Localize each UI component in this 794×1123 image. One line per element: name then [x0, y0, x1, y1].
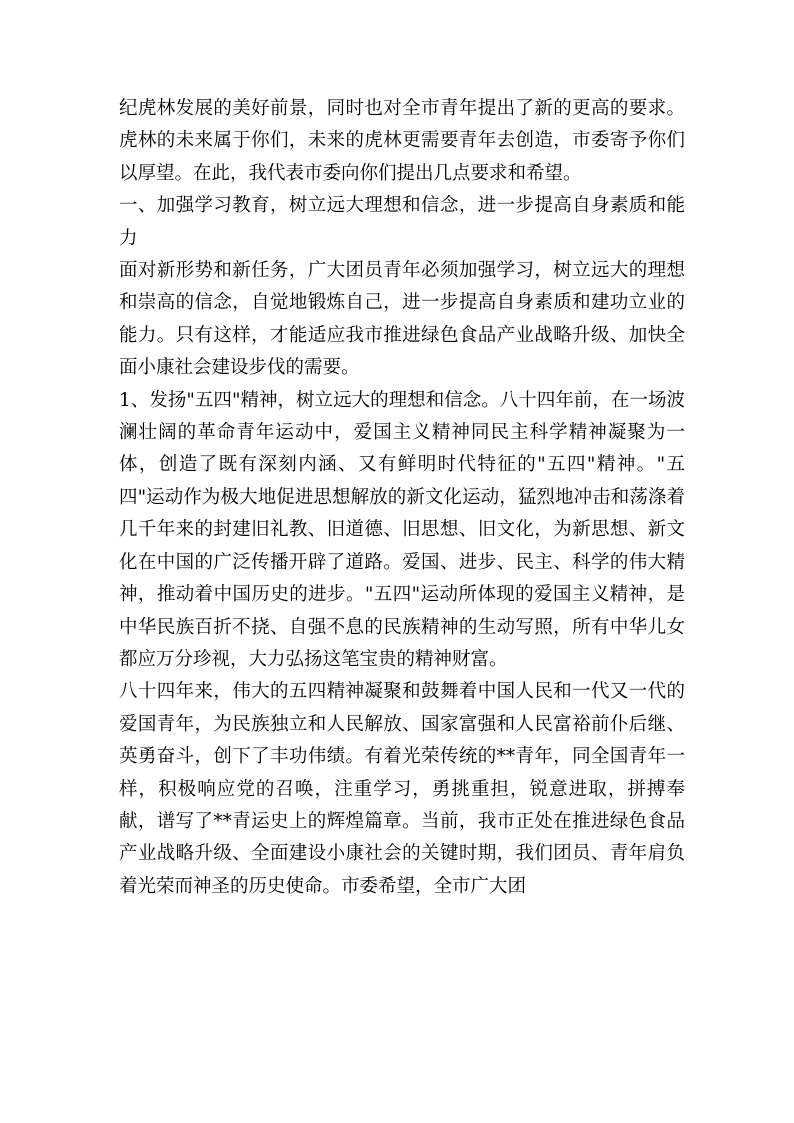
paragraph-point-1: 1、发扬"五四"精神，树立远大的理想和信念。八十四年前，在一场波澜壮阔的革命青年运动中，爱国主义精神同民主科学精神凝聚为一体，创造了既有深刻内涵、又有鲜明时代特征的"五四"精神。"五四"运动作为极大地促进思想解放的新文化运动，猛烈地冲击和荡涤着几千年来的封建旧礼教、旧道德、旧思想、旧文化，为新思想、新文化在中国的广泛传播开辟了道路。爱国、进步、民主、科学的伟大精神，推动着中国历史的进步。"五四"运动所体现的爱国主义精神，是中华民族百折不挠、自强不息的民族精神的生动写照，所有中华儿女都应万分珍视，大力弘扬这笔宝贵的精神财富。	[119, 389, 685, 670]
document-body	[119, 93, 685, 903]
paragraph-section-1-intro: 面对新形势和新任务，广大团员青年必须加强学习，树立远大的理想和崇高的信念，自觉地锻炼自己，进一步提高自身素质和建功立业的能力。只有这样，才能适应我市推进绿色食品产业战略升级、加快全面小康社会建设步伐的需要。	[119, 260, 685, 379]
paragraph-intro-continuation: 纪虎林发展的美好前景，同时也对全市青年提出了新的更高的要求。虎林的未来属于你们，未来的虎林更需要青年去创造，市委寄予你们以厚望。在此，我代表市委向你们提出几点要求和希望。	[119, 98, 685, 184]
paragraph-84-years: 八十四年来，伟大的五四精神凝聚和鼓舞着中国人民和一代又一代的爱国青年，为民族独立和人民解放、国家富强和人民富裕前仆后继、英勇奋斗，创下了丰功伟绩。有着光荣传统的**青年，同全国青年一样，积极响应党的召唤，注重学习，勇挑重担，锐意进取，拼搏奉献，谱写了**青运史上的辉煌篇章。当前，我市正处在推进绿色食品产业战略升级、全面建设小康社会的关键时期，我们团员、青年肩负着光荣而神圣的历史使命。市委希望，全市广大团	[119, 681, 685, 897]
section-heading-1: 一、加强学习教育，树立远大理想和信念，进一步提高自身素质和能力	[119, 195, 685, 249]
